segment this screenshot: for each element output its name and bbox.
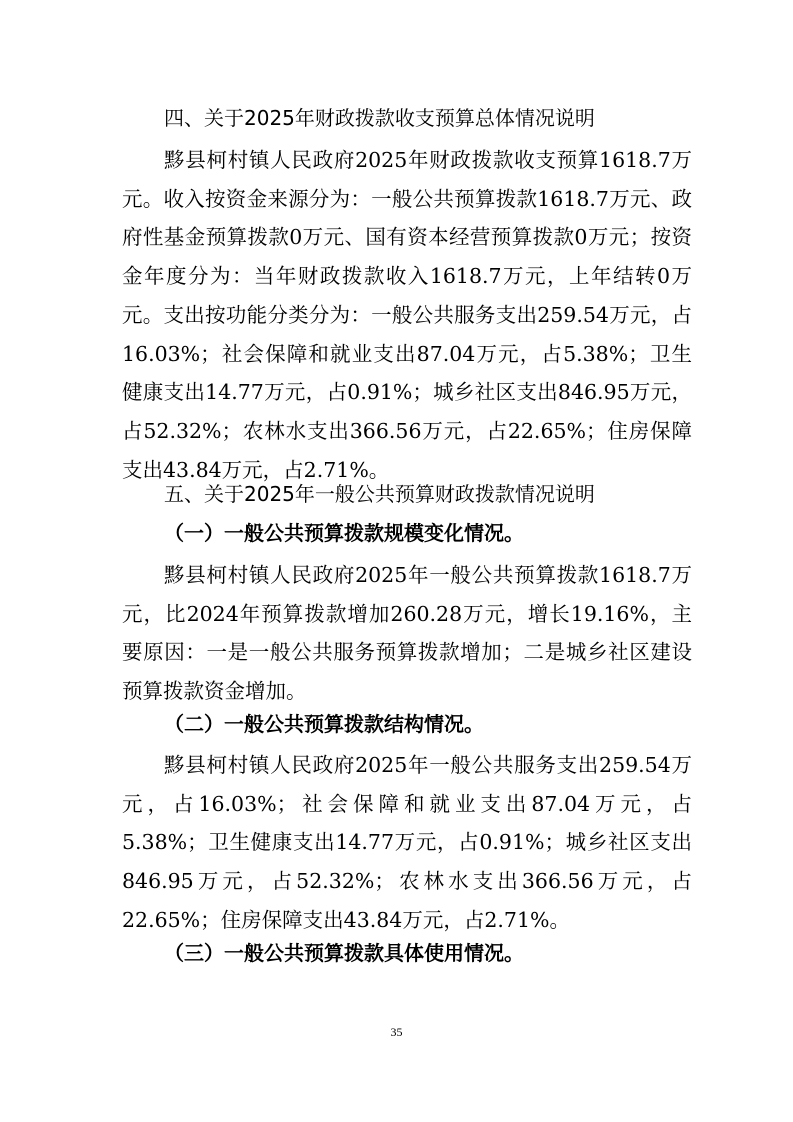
subsection-1-paragraph: 黟县柯村镇人民政府2025年一般公共预算拨款1618.7万元，比2024年预算拨款增加260.28万元，增长19.16%，主要原因：一是一般公共服务预算拨款增加；二是城乡社区建设预算拨款资金增加。: [122, 563, 692, 704]
section-4-heading: 四、关于2025年财政拨款收支预算总体情况说明: [164, 106, 595, 130]
section-4-paragraph: 黟县柯村镇人民政府2025年财政拨款收支预算1618.7万元。收入按资金来源分为：一般公共预算拨款1618.7万元、政府性基金预算拨款0万元、国有资本经营预算拨款0万元；按资金年度分为：当年财政拨款收入1618.7万元，上年结转0万元。支出按功能分类分为：一般公共服务支出259.54万元，占16.03%；社会保障和就业支出87.04万元，占5.38%；卫生健康支出14.77万元，占0.91%；城乡社区支出846.95万元，占52.32%；农林水支出366.56万元，占22.65%；住房保障支出43.84万元，占2.71%。: [122, 148, 692, 482]
section-5-heading: 五、关于2025年一般公共预算财政拨款情况说明: [164, 482, 595, 506]
page-number: 35: [390, 1025, 403, 1039]
subsection-3-heading: （三）一般公共预算拨款具体使用情况。: [164, 941, 524, 965]
subsection-2-heading: （二）一般公共预算拨款结构情况。: [164, 712, 484, 736]
subsection-1-heading: （一）一般公共预算拨款规模变化情况。: [164, 521, 524, 545]
subsection-2-paragraph: 黟县柯村镇人民政府2025年一般公共服务支出259.54万元，占16.03%；社会保障和就业支出87.04万元，占5.38%；卫生健康支出14.77万元，占0.91%；城乡社区支出846.95万元，占52.32%；农林水支出366.56万元，占22.65%；住房保障支出43.84万元，占2.71%。: [122, 753, 692, 932]
